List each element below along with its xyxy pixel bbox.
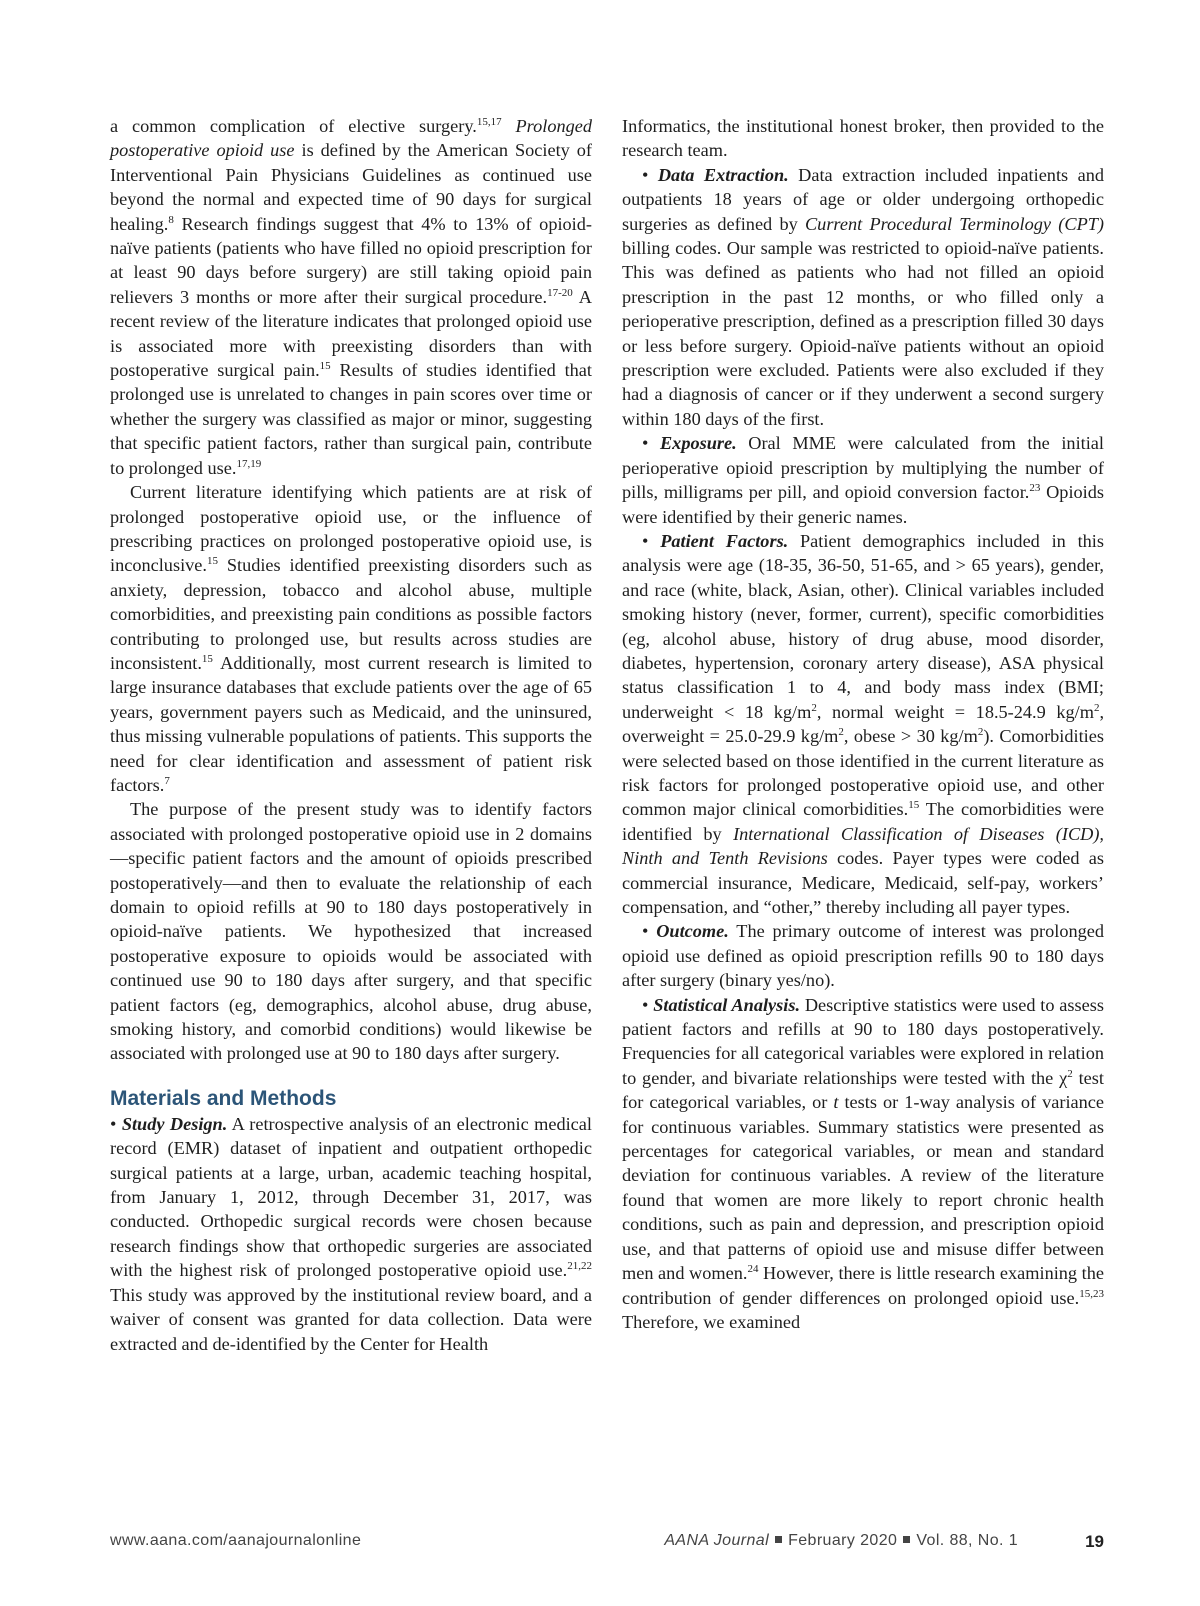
paragraph-outcome: • Outcome. The primary outcome of interest was prolonged opioid use defined as opioid prescription refills 90 to 180 days after surgery (binary yes/no). — [622, 921, 1104, 991]
square-separator-icon — [903, 1536, 910, 1543]
square-separator-icon — [775, 1536, 782, 1543]
paragraph-study-design: • Study Design. A retrospective analysis of an electronic medical record (EMR) dataset of inpatient and outpatient orthopedic surgical patients at a large, urban, academic teaching hospital, from January 1, 2012, through December 31, 2017, was conducted. Orthopedic surgical records were chosen because research findings show that orthopedic surgeries are associated with the highest risk of prolonged postoperative opioid use.$^{21,22}$ This study was approved by the institutional review board, and a waiver of consent was granted for data collection. Data were extracted and de-identified by the Center for Health — [110, 1113, 592, 1354]
paragraph-statistical-analysis: • Statistical Analysis. Descriptive statistics were used to assess patient factors and refills at 90 to 180 days postoperatively. Frequencies for all categorical variables were explored in relation to gender, and bivariate relationships were tested with the $\chi^2$ test for categorical variables, or t tests or 1-way analysis of variance for continuous variables. Summary statistics were presented as percentages for categorical variables, or mean and standard deviation for continuous variables. A review of the literature found that women are more likely to report chronic health conditions, such as pain and depression, and prescription opioid use, and that patterns of opioid use and misuse differ between men and women.$^{24}$ However, there is little research examining the contribution of gender differences on prolonged opioid use.$^{15,23}$ Therefore, we examined — [622, 994, 1105, 1332]
right-column — [622, 114, 1104, 1334]
paragraph-current-literature: Current literature identifying which patients are at risk of prolonged postoperative opioid use, or the influence of prescribing practices on prolonged postoperative opioid use, is inconclusive.$^{15}$ Studies identified preexisting disorders such as anxiety, depression, tobacco and alcohol abuse, multiple comorbidities, and preexisting pain conditions as possible factors contributing to prolonged use, but results across studies are inconsistent.$^{15}$ Additionally, most current research is limited to large insurance databases that exclude patients over the age of 65 years, government payers such as Medicaid, and the uninsured, thus missing vulnerable populations of patients. This supports the need for clear identification and assessment of patient risk factors.$^7$ — [110, 482, 592, 795]
paragraph-study-purpose: The purpose of the present study was to identify factors associated with prolonged postoperative opioid use in 2 domains—specific patient factors and the amount of opioids prescribed postoperatively—and then to evaluate the relationship of each domain to opioid refills at 90 to 180 days postoperatively in opioid-naïve patients. We hypothesized that increased postoperative exposure to opioids would be associated with continued use 90 to 180 days after surgery, and that specific patient factors (eg, demographics, alcohol abuse, drug abuse, smoking history, and comorbid conditions) would likewise be associated with prolonged use at 90 to 180 days after surgery. — [110, 799, 592, 1064]
page-number: 19 — [1085, 1532, 1104, 1551]
paragraph-informatics-continued: Informatics, the institutional honest broker, then provided to the research team. — [622, 116, 1104, 161]
section-heading-materials-methods: Materials and Methods — [110, 1086, 337, 1110]
paragraph-exposure: • Exposure. Oral MME were calculated from the initial perioperative opioid prescription by multiplying the number of pills, milligrams per pill, and opioid conversion factor.$^{23}$ Opioids were identified by their generic names. — [622, 433, 1104, 527]
journal-citation: AANA Journal February 2020 Vol. 88, No. 1 — [664, 1532, 1018, 1549]
paragraph-patient-factors: • Patient Factors. Patient demographics included in this analysis were age (18-35, 36-50, 51-65, and > 65 years), gender, and race (white, black, Asian, other). Clinical variables included smoking history (never, former, current), specific comorbidities (eg, alcohol abuse, history of drug abuse, mood disorder, diabetes, hypertension, coronary artery disease), ASA physical status classification 1 to 4, and body mass index (BMI; underweight < 18 $kg/m^2$, normal weight = 18.5-24.9 $kg/m^2$, overweight = 25.0-29.9 $kg/m^2$, obese > 30 $kg/m^2$). Comorbidities were selected based on those identified in the current literature as risk factors for prolonged postoperative opioid use, and other common major clinical comorbidities.$^{15}$ The comorbidities were identified by International Classification of Diseases (ICD), Ninth and Tenth Revisions codes. Payer types were coded as commercial insurance, Medicare, Medicaid, self-pay, workers’ compensation, and “other,” thereby including all payer types. — [622, 530, 1105, 917]
paragraph-data-extraction: • Data Extraction. Data extraction included inpatients and outpatients 18 years of age or older undergoing orthopedic surgeries as defined by Current Procedural Terminology (CPT) billing codes. Our sample was restricted to opioid-naïve patients. This was defined as patients who had not filled an opioid prescription in the past 12 months, or who filled only a perioperative prescription, defined as a prescription filled 30 days or less before surgery. Opioid-naïve patients without an opioid prescription were excluded. Patients were also excluded if they had a diagnosis of cancer or if they underwent a second surgery within 180 days of the first. — [622, 164, 1104, 429]
page-footer — [110, 1532, 1104, 1556]
paragraph-prolonged-use-definition: a common complication of elective surgery.$^{15,17}$ Prolonged postoperative opioid use is defined by the American Society of Interventional Pain Physicians Guidelines as continued use beyond the normal and expected time of 90 days for surgical healing.$^8$ Research findings suggest that 4% to 13% of opioid-naïve patients (patients who have filled no opioid prescription for at least 90 days before surgery) are still taking opioid pain relievers 3 months or more after their surgical procedure.$^{17-20}$ A recent review of the literature indicates that prolonged opioid use is associated more with preexisting disorders than with postoperative surgical pain.$^{15}$ Results of studies identified that prolonged use is unrelated to changes in pain scores over time or whether the surgery was classified as major or minor, suggesting that specific patient factors, rather than surgical pain, contribute to prolonged use.$^{17,19}$ — [110, 116, 593, 478]
left-column — [110, 114, 592, 1356]
journal-url-link[interactable]: www.aana.com/aanajournalonline — [110, 1532, 362, 1549]
